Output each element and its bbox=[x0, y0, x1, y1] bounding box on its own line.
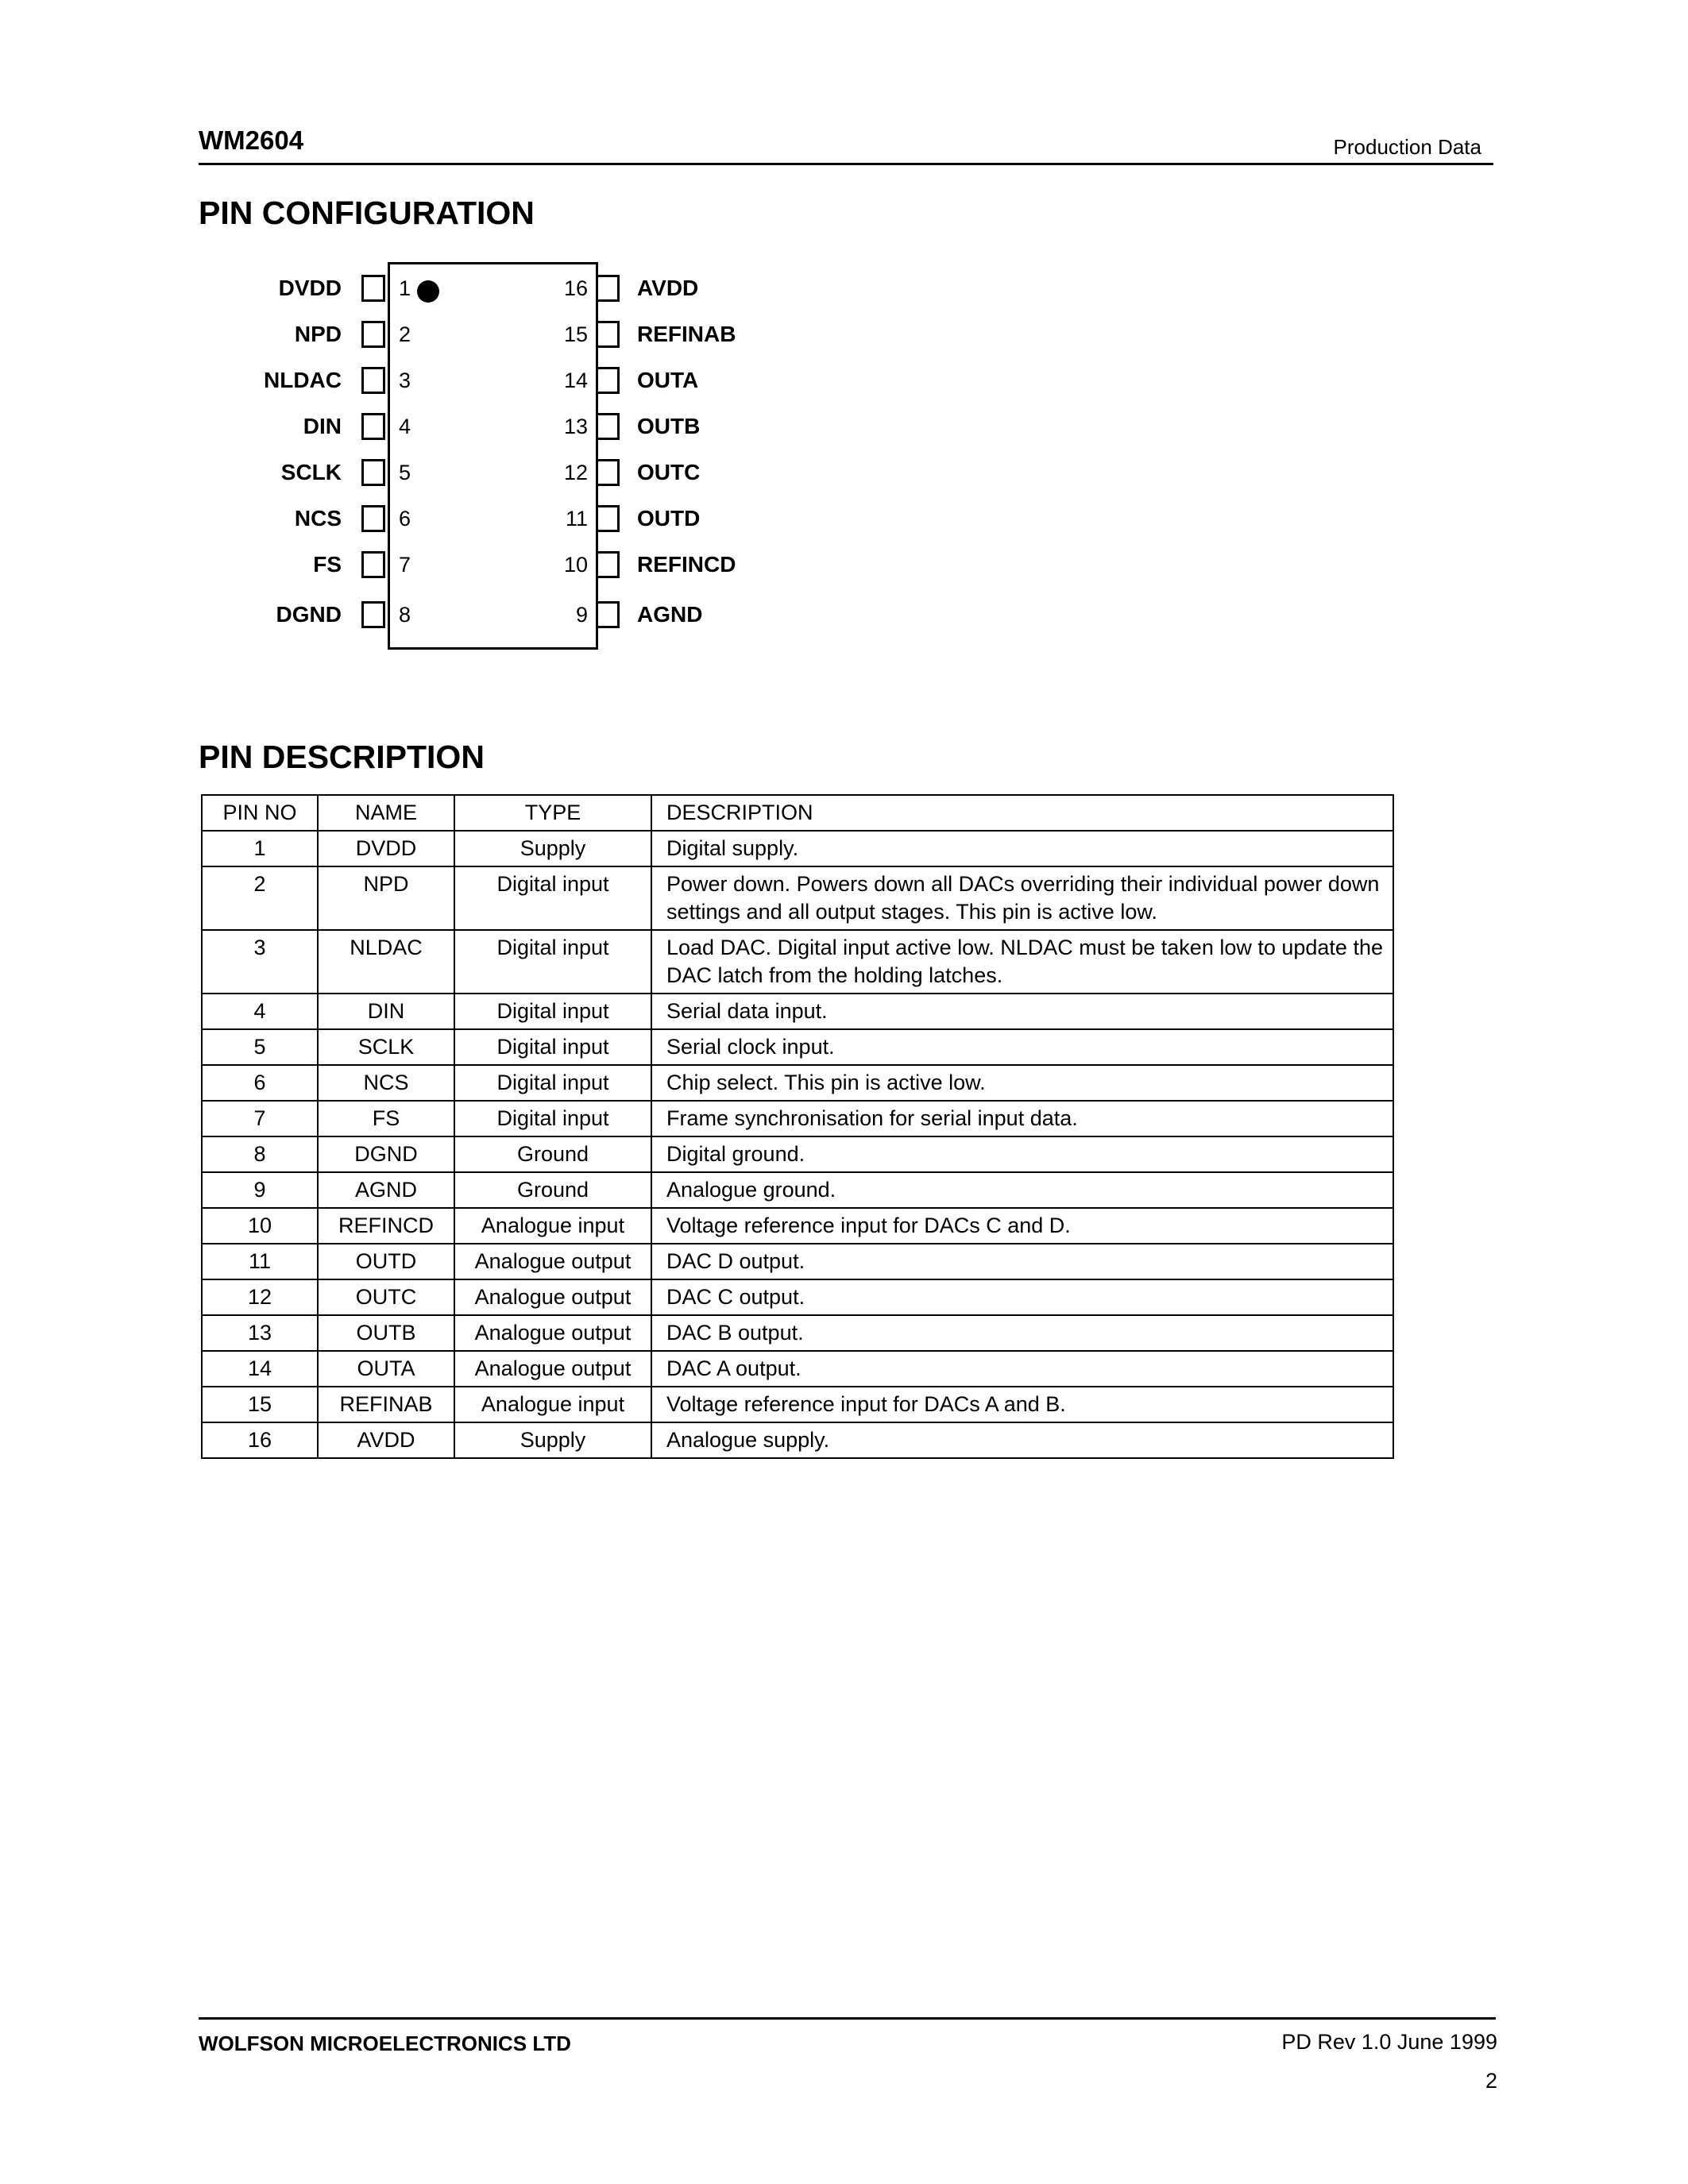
pin-type-cell: Ground bbox=[454, 1172, 651, 1208]
pin-left bbox=[199, 357, 411, 403]
pin-name: NCS bbox=[294, 506, 342, 531]
pin-number-cell: 14 bbox=[202, 1351, 318, 1387]
table-row bbox=[202, 1101, 1393, 1136]
pin-description-table bbox=[201, 794, 1394, 1459]
pin-number-cell: 13 bbox=[202, 1315, 318, 1351]
pin-name: NPD bbox=[294, 322, 342, 346]
table-row bbox=[202, 1387, 1393, 1422]
table-header-row bbox=[202, 795, 1393, 831]
pin-left bbox=[199, 496, 411, 542]
pin-name-cell: DIN bbox=[318, 994, 454, 1029]
pin-number: 11 bbox=[565, 506, 588, 531]
pin-stub bbox=[361, 505, 385, 532]
pin-number-cell: 15 bbox=[202, 1387, 318, 1422]
pin-name-cell: FS bbox=[318, 1101, 454, 1136]
pin-description-cell: Load DAC. Digital input active low. NLDAC must be taken low to update the DAC latch from the holding latches. bbox=[651, 930, 1393, 994]
pin-name-cell: OUTC bbox=[318, 1279, 454, 1315]
pin-description-cell: Power down. Powers down all DACs overriding their individual power down settings and all output stages. This pin is active low. bbox=[651, 866, 1393, 930]
pin-right bbox=[548, 403, 786, 450]
table-row bbox=[202, 1208, 1393, 1244]
pin-left bbox=[199, 265, 411, 311]
pin-number: 1 bbox=[399, 276, 411, 300]
pin-type-cell: Analogue output bbox=[454, 1351, 651, 1387]
pin-right bbox=[548, 311, 786, 357]
pin-name: NLDAC bbox=[264, 368, 342, 392]
pin-type-cell: Analogue input bbox=[454, 1387, 651, 1422]
pin-number-cell: 6 bbox=[202, 1065, 318, 1101]
pin-stub bbox=[596, 275, 620, 302]
pin-number: 9 bbox=[575, 602, 588, 627]
pin-description-heading: PIN DESCRIPTION bbox=[199, 739, 485, 775]
pin-stub bbox=[596, 459, 620, 486]
pin-name-cell: REFINAB bbox=[318, 1387, 454, 1422]
pin-name-cell: NPD bbox=[318, 866, 454, 930]
pin-number: 13 bbox=[563, 414, 588, 438]
pin-type-cell: Supply bbox=[454, 1422, 651, 1458]
pin-stub bbox=[596, 601, 620, 628]
table-row bbox=[202, 1172, 1393, 1208]
pin-name: REFINAB bbox=[637, 322, 736, 346]
pin-type-cell: Analogue input bbox=[454, 1208, 651, 1244]
document-status: Production Data bbox=[1333, 135, 1481, 159]
pin-name: OUTC bbox=[637, 460, 701, 484]
pin-description-cell: Voltage reference input for DACs A and B. bbox=[651, 1387, 1393, 1422]
pin-description-cell: Digital ground. bbox=[651, 1136, 1393, 1172]
table-row bbox=[202, 994, 1393, 1029]
pin-name-cell: DVDD bbox=[318, 831, 454, 866]
pin-description-cell: DAC C output. bbox=[651, 1279, 1393, 1315]
table-row bbox=[202, 1136, 1393, 1172]
pin-stub bbox=[596, 321, 620, 348]
pin-stub bbox=[361, 601, 385, 628]
pin-number-cell: 10 bbox=[202, 1208, 318, 1244]
pin-right bbox=[548, 450, 786, 496]
pin-number: 10 bbox=[563, 552, 588, 577]
table-row bbox=[202, 831, 1393, 866]
pin-name: DGND bbox=[276, 602, 342, 627]
pin-name-cell: NLDAC bbox=[318, 930, 454, 994]
pin-left bbox=[199, 450, 411, 496]
pin-name: DVDD bbox=[278, 276, 342, 300]
pin-number: 15 bbox=[563, 322, 588, 346]
pin-left bbox=[199, 592, 411, 638]
pin-stub bbox=[596, 413, 620, 440]
footer-company: WOLFSON MICROELECTRONICS LTD bbox=[199, 2032, 571, 2055]
pin-name: OUTA bbox=[637, 368, 699, 392]
pin-type-cell: Digital input bbox=[454, 866, 651, 930]
column-header: TYPE bbox=[454, 795, 651, 831]
pin-name: OUTB bbox=[637, 414, 701, 438]
pin-name-cell: OUTA bbox=[318, 1351, 454, 1387]
pin-name: FS bbox=[313, 552, 342, 577]
footer-revision: PD Rev 1.0 June 1999 bbox=[1281, 2030, 1497, 2054]
pin-number-cell: 8 bbox=[202, 1136, 318, 1172]
table-row bbox=[202, 1351, 1393, 1387]
pin-name: DIN bbox=[303, 414, 342, 438]
pin-number-cell: 12 bbox=[202, 1279, 318, 1315]
pin-type-cell: Analogue output bbox=[454, 1244, 651, 1279]
pin-number-cell: 1 bbox=[202, 831, 318, 866]
table-row bbox=[202, 1279, 1393, 1315]
pin-number-cell: 9 bbox=[202, 1172, 318, 1208]
pin-description-cell: Serial data input. bbox=[651, 994, 1393, 1029]
pin-number-cell: 4 bbox=[202, 994, 318, 1029]
pin-right bbox=[548, 265, 786, 311]
pin-left bbox=[199, 403, 411, 450]
pin-number: 14 bbox=[563, 368, 588, 392]
table-row bbox=[202, 866, 1393, 930]
pin-stub bbox=[596, 367, 620, 394]
pin-number-cell: 7 bbox=[202, 1101, 318, 1136]
pin-number: 5 bbox=[399, 460, 411, 484]
pin-right bbox=[548, 542, 786, 588]
pin-type-cell: Digital input bbox=[454, 930, 651, 994]
column-header: NAME bbox=[318, 795, 454, 831]
pin-description-cell: Frame synchronisation for serial input data. bbox=[651, 1101, 1393, 1136]
column-header: DESCRIPTION bbox=[651, 795, 1393, 831]
table-row bbox=[202, 1065, 1393, 1101]
pin-description-cell: Analogue supply. bbox=[651, 1422, 1393, 1458]
pin-number-cell: 2 bbox=[202, 866, 318, 930]
pin-description-cell: Chip select. This pin is active low. bbox=[651, 1065, 1393, 1101]
table-row bbox=[202, 1422, 1393, 1458]
pin-description-cell: DAC A output. bbox=[651, 1351, 1393, 1387]
pin-name-cell: NCS bbox=[318, 1065, 454, 1101]
pin-name-cell: AVDD bbox=[318, 1422, 454, 1458]
pin-description-cell: Voltage reference input for DACs C and D. bbox=[651, 1208, 1393, 1244]
pin-type-cell: Analogue output bbox=[454, 1315, 651, 1351]
pin-left bbox=[199, 542, 411, 588]
pin-number: 16 bbox=[563, 276, 588, 300]
pin-name-cell: DGND bbox=[318, 1136, 454, 1172]
pin-type-cell: Ground bbox=[454, 1136, 651, 1172]
pin-stub bbox=[596, 505, 620, 532]
pin-number: 12 bbox=[563, 460, 588, 484]
pin-right bbox=[548, 357, 786, 403]
pin-number: 2 bbox=[399, 322, 411, 346]
pin-number: 8 bbox=[399, 602, 411, 627]
pin-stub bbox=[361, 321, 385, 348]
header-rule bbox=[199, 163, 1493, 165]
pin-stub bbox=[361, 459, 385, 486]
pin-name-cell: REFINCD bbox=[318, 1208, 454, 1244]
page-number: 2 bbox=[1485, 2069, 1497, 2093]
table-row bbox=[202, 1315, 1393, 1351]
pin-name: SCLK bbox=[280, 460, 342, 484]
column-header: PIN NO bbox=[202, 795, 318, 831]
pin-type-cell: Digital input bbox=[454, 1065, 651, 1101]
pin-stub bbox=[361, 551, 385, 578]
pin-number: 7 bbox=[399, 552, 411, 577]
table-row bbox=[202, 1244, 1393, 1279]
pin-name-cell: AGND bbox=[318, 1172, 454, 1208]
pin-name-cell: OUTB bbox=[318, 1315, 454, 1351]
pin-type-cell: Digital input bbox=[454, 1029, 651, 1065]
pin-name: REFINCD bbox=[637, 552, 736, 577]
pin-description-cell: Serial clock input. bbox=[651, 1029, 1393, 1065]
pin-number: 3 bbox=[399, 368, 411, 392]
pin-type-cell: Digital input bbox=[454, 994, 651, 1029]
pin-name-cell: SCLK bbox=[318, 1029, 454, 1065]
pin-stub bbox=[361, 275, 385, 302]
pin-stub bbox=[361, 413, 385, 440]
pin-right bbox=[548, 496, 786, 542]
pin-type-cell: Digital input bbox=[454, 1101, 651, 1136]
pin-left bbox=[199, 311, 411, 357]
pin1-marker-dot bbox=[417, 280, 439, 303]
pin-stub bbox=[596, 551, 620, 578]
pin-right bbox=[548, 592, 786, 638]
pin-number-cell: 5 bbox=[202, 1029, 318, 1065]
pin-description-cell: Digital supply. bbox=[651, 831, 1393, 866]
table-row bbox=[202, 1029, 1393, 1065]
pin-configuration-heading: PIN CONFIGURATION bbox=[199, 195, 535, 231]
footer-rule bbox=[199, 2017, 1496, 2020]
pin-name: AGND bbox=[637, 602, 703, 627]
pin-description-cell: DAC D output. bbox=[651, 1244, 1393, 1279]
document-title: WM2604 bbox=[199, 125, 304, 155]
pin-number-cell: 11 bbox=[202, 1244, 318, 1279]
pin-name-cell: OUTD bbox=[318, 1244, 454, 1279]
pin-name: AVDD bbox=[637, 276, 699, 300]
pin-type-cell: Supply bbox=[454, 831, 651, 866]
pin-stub bbox=[361, 367, 385, 394]
pin-number-cell: 16 bbox=[202, 1422, 318, 1458]
pin-type-cell: Analogue output bbox=[454, 1279, 651, 1315]
table-body bbox=[202, 831, 1393, 1458]
pin-description-cell: Analogue ground. bbox=[651, 1172, 1393, 1208]
pin-number-cell: 3 bbox=[202, 930, 318, 994]
pin-number: 6 bbox=[399, 506, 411, 531]
pin-description-cell: DAC B output. bbox=[651, 1315, 1393, 1351]
table-row bbox=[202, 930, 1393, 994]
pin-name: OUTD bbox=[637, 506, 701, 531]
pin-number: 4 bbox=[399, 414, 411, 438]
